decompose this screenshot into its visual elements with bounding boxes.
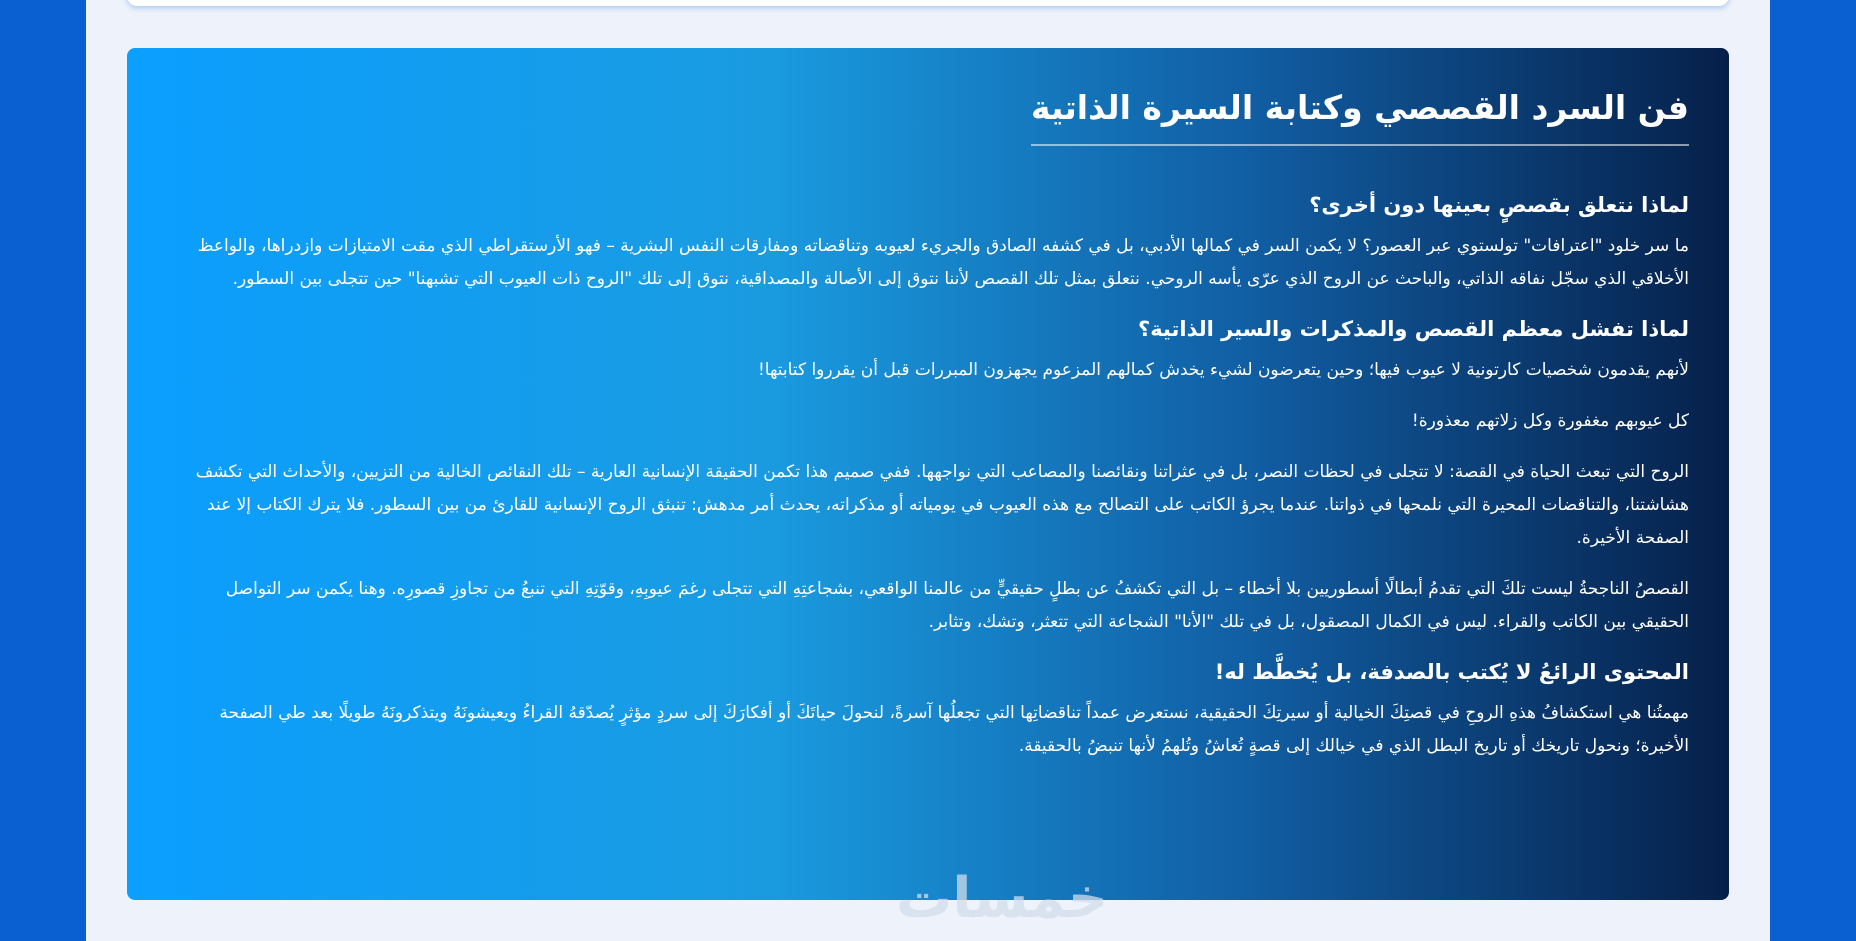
article-card	[127, 48, 1729, 900]
paragraph: لأنهم يقدمون شخصيات كارتونية لا عيوب فيها؛ وحين يتعرضون لشيء يخدش كمالهم المزعوم يجهزون المبررات قبل أن يقرروا كتابتها!	[757, 360, 1689, 380]
section-heading-why-fail: لماذا تفشل معظم القصص والمذكرات والسير الذاتية؟	[1138, 317, 1689, 341]
page-container	[86, 0, 1770, 941]
paragraph: مهمتُنا هي استكشافُ هذهِ الروحِ في قصتِكَ الخيالية أو سيرتِكَ الحقيقية، نستعرض عمداً تناقضاتِها التي تجعلُها آسرةً، لنحولَ حياتَكَ أو أفكارَكَ إلى سردٍ مؤثرٍ يُصدّقهُ القراءُ ويعيشونَهُ ويتذكرونَهُ طويلًا بعد طي الصفحة الأخيرة؛ ونحول تاريخك أو تاريخ البطل الذي في خيالك إلى قصةٍ تُعاشُ وتُلهمُ لأنها تنبضُ بالحقيقة.	[219, 703, 1689, 756]
previous-card	[127, 0, 1729, 6]
paragraph: ما سر خلود "اعترافات" تولستوي عبر العصور؟ لا يكمن السر في كمالها الأدبي، بل في كشفه الصادق والجريء لعيوبه وتناقضاته ومفارقات النفس البشرية – فهو الأرستقراطي الذي مقت الامتيازات وازدراها، والواعظ الأخلاقي الذي سجّل نفاقه الذاتي، والباحث عن الروح الذي عرّى يأسه الروحي. نتعلق بمثل تلك القصص لأننا نتوق إلى الأصالة والمصداقية، نتوق إلى تلك "الروح ذات العيوب التي تشبهنا" حين تتجلى بين السطور.	[197, 236, 1689, 289]
paragraph: كل عيوبهم مغفورة وكل زلاتهم معذورة!	[1411, 411, 1689, 431]
section-heading-why-stories: لماذا نتعلق بقصصٍ بعينها دون أخرى؟	[1309, 193, 1689, 217]
paragraph: الروح التي تبعث الحياة في القصة: لا تتجلى في لحظات النصر، بل في عثراتنا ونقائصنا والمصاعب التي نواجهها. ففي صميم هذا تكمن الحقيقة الإنسانية العارية – تلك النقائص الخالية من التزيين، والأحداث التي تكشف هشاشتنا، والتناقضات المحيرة التي نلمحها في ذواتنا. عندما يجرؤ الكاتب على التصالح مع هذه العيوب في يومياته أو مذكراته، يحدث أمر مدهش: تنبثق الروح الإنسانية للقارئ من بين السطور. فلا يترك الكتاب إلا عند الصفحة الأخيرة.	[195, 462, 1689, 548]
khamsat-watermark-logo: خمسات	[896, 866, 1109, 931]
section-heading-content: المحتوى الرائعُ لا يُكتب بالصدفة، بل يُخطَّط له!	[1214, 660, 1689, 684]
paragraph: القصصُ الناجحةُ ليست تلكَ التي تقدمُ أبطالًا أسطوريين بلا أخطاء – بل التي تكشفُ عن بطلٍ حقيقيٍّ من عالمنا الواقعي، بشجاعتِهِ التي تتجلى رغمَ عيوبِهِ، وقوّتِهِ التي تنبعُ من تجاوزِ قصورِه. وهنا يكمن سر التواصل الحقيقي بين الكاتب والقراء. ليس في الكمال المصقول، بل في تلك "الأنا" الشجاعة التي تتعثر، وتشك، وتثابر.	[225, 579, 1689, 632]
article-title: فن السرد القصصي وكتابة السيرة الذاتية	[1031, 84, 1689, 146]
